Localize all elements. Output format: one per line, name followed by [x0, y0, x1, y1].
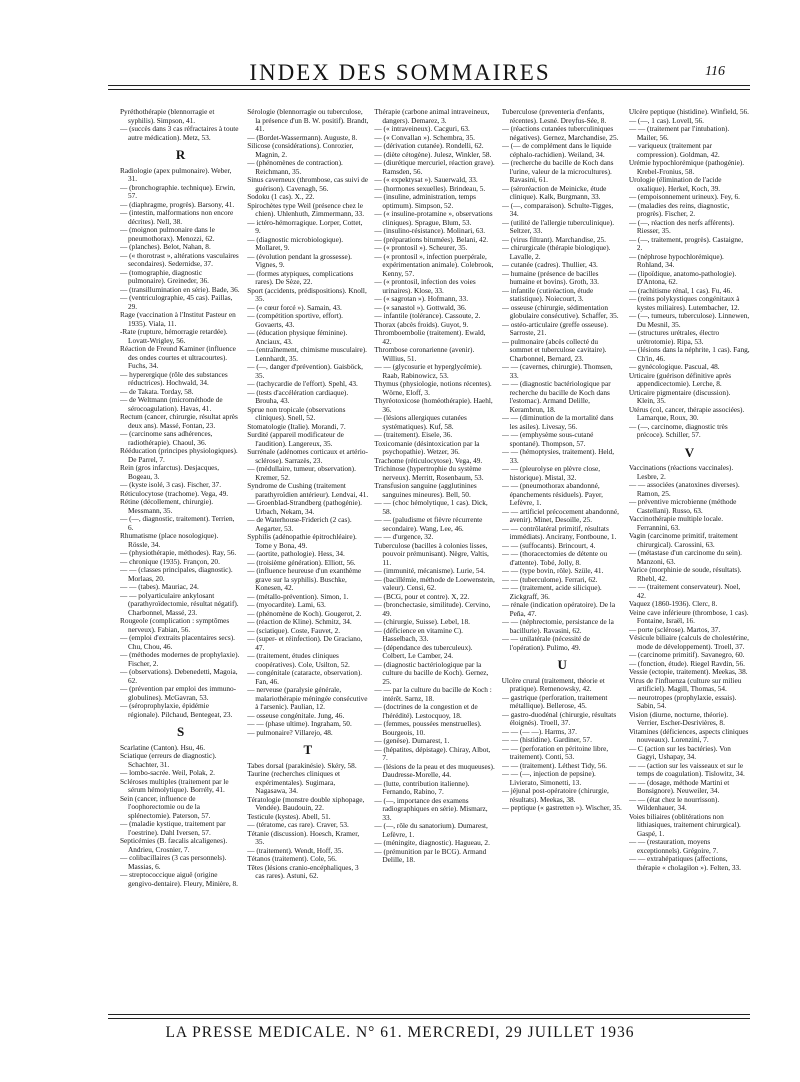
- index-entry: — (sciatique). Coste, Fauvet, 2.: [247, 625, 341, 635]
- index-entry: — (tératome, cas rare). Craver, 53.: [247, 820, 349, 829]
- index-entry: — (lésions dans la néphrite, 1 cas). Fang, Ch'in, 46.: [628, 345, 750, 363]
- index-entry: — — (—, injection de pepsine). Livierato, Simonetti, 13.: [501, 769, 596, 787]
- index-entry: Ulcère crural (traitement, théorie et pratique). Remenowsky, 42.: [501, 675, 605, 693]
- index-entry: -Rate (rupture, hémorragie retardée). Lovatt-Wrigley, 56.: [120, 327, 228, 345]
- index-entry: — — (diminution de la mortalité dans les asiles). Livesay, 56.: [501, 413, 614, 431]
- index-entry: — (virus filtrant). Marchandise, 25.: [501, 234, 606, 244]
- index-entry: — — (dosage, méthode Martini et Bonsignore). Neuweiler, 34.: [628, 777, 730, 795]
- index-entry: — (diagnostic microbiologique). Mollaret, 9.: [247, 234, 344, 252]
- index-entry: Sérologie (blennorragie ou tuberculose, la présence d'un B. W. positif). Brandt, 41.: [247, 108, 369, 133]
- index-entry: — (traitement). Wendt, Hoff, 35.: [247, 845, 344, 855]
- index-entry: — (réaction de Kline). Schmitz, 34.: [247, 617, 352, 626]
- index-column: [502, 108, 623, 1008]
- index-entry: Sodoku (1 cas). X., 22.: [247, 192, 315, 201]
- index-entry: Urticaire (guérison définitive après appendicectomie). Lerche, 8.: [628, 370, 732, 388]
- index-entry: — (diagnostic bactériologique par la culture du bacille de Koch). Gernez, 25.: [374, 659, 489, 686]
- index-entry: — — (néphrectomie, persistance de la bacillurie). Ravasini, 62.: [501, 617, 614, 635]
- index-entry: Urticaire pigmentaire (discussion). Klein, 35.: [628, 387, 731, 405]
- index-entry: — (troisième génération). Elliott, 56.: [247, 557, 356, 567]
- index-entry: Syphilis (adénopathie épitrochléaire). Tome y Bona, 49.: [247, 532, 357, 550]
- index-entry: — (BCG, pour et contre). X, 22.: [374, 591, 470, 601]
- index-entry: Rééducation (principes physiologiques). De Parrel, 7.: [120, 446, 238, 464]
- index-entry: — (transillumination en série). Bade, 36.: [120, 284, 240, 294]
- index-entry: Virus de l'influenza (culture sur milieu artificiel). Magill, Thomas, 54.: [628, 675, 742, 693]
- index-entry: Têtes (lésions cranio-encéphaliques, 3 cas rares). Astuni, 62.: [247, 862, 359, 880]
- index-entry: — (éducation physique féminine). Anciaux, 43.: [247, 328, 348, 346]
- index-entry: — — (glycosurie et hyperglycémie). Raab, Rabinowicz, 53.: [374, 362, 482, 380]
- index-entry: — (traitement, études cliniques coopératives). Cole, Usilton, 52.: [247, 651, 350, 669]
- index-entry: — osseuse congénitale. Jung, 46.: [247, 710, 345, 720]
- index-entry: — (lipoïdique, anatomo-pathologie). D'Antona, 62.: [628, 268, 737, 286]
- index-entry: — (immunité, mécanisme). Lurie, 54.: [374, 566, 486, 575]
- index-entry: — colibacillaires (3 cas personnels). Massias, 6.: [120, 853, 227, 871]
- index-entry: — (physiothérapie, méthodes). Ray, 56.: [120, 548, 237, 557]
- index-entry: — gynécologique. Pascual, 48.: [628, 362, 720, 371]
- index-entry: — infantile (tolérance). Cassoute, 2.: [374, 311, 481, 320]
- index-entry: — hyperergique (rôle des substances réductrices). Hochwald, 34.: [120, 369, 228, 387]
- index-entry: Tuberculose (bacilles à colonies lisses, pouvoir prémunisant). Nègre, Valtis, 11.: [374, 540, 489, 567]
- index-entry: — (séroréaction de Meinicke, étude clinique). Kalk, Burgmann, 33.: [501, 183, 607, 201]
- index-entry: — (bronchographie. technique). Erwin, 57.: [120, 182, 236, 200]
- index-entry: Taurine (recherches cliniques et expérimentales). Sugimara, Nagasawa, 34.: [247, 769, 341, 795]
- index-entry: — (myocardite). Lami, 63.: [247, 600, 326, 609]
- index-entry: Testicule (kystes). Abell, 51.: [247, 811, 331, 821]
- index-entry: Transfusion sanguine (agglutinines sanguines mineures). Bell, 50.: [374, 481, 477, 499]
- index-entry: — (diurétique mercuriel, réaction grave). Ramsden, 56.: [374, 158, 495, 176]
- index-entry: — rénale (indication opératoire). De la Peña, 47.: [501, 600, 616, 618]
- index-entry: Urologie (élimination de l'acide oxalique). Herkel, Koch, 39.: [628, 175, 722, 193]
- index-entry: — — par la culture du bacille de Koch : intérêt. Sarnz, 18.: [374, 685, 492, 703]
- index-entry: — — (action sur les vaisseaux et sur le temps de coagulation). Tislowitz, 34.: [628, 760, 745, 778]
- index-entry: — — contrôlatéral primitif, résultats immédiats). Ancirany, Fontboune, 1.: [501, 523, 617, 541]
- index-entry: — (insuline, administration, temps optimum). Simpson, 52.: [374, 192, 476, 210]
- index-entry: Spirochètes type Weil (présence chez le chien). Uhlenhuth, Zimmermann, 33.: [247, 200, 365, 218]
- index-entry: — (kyste isolé, 3 cas). Fischer, 37.: [120, 480, 222, 489]
- index-entry: — (—, réaction des nerfs afférents). Riesser, 35.: [628, 217, 735, 235]
- index-entry: — neurotropes (prophylaxie, essais). Sabin, 54.: [628, 692, 737, 710]
- index-entry: Veine cave inférieure (thrombose, 1 cas). Fontaine, Israël, 16.: [628, 607, 749, 625]
- index-entry: Utérus (col, cancer, thérapie associées). Lamarque, Roux, 30.: [628, 404, 745, 422]
- index-entry: — (évolution pendant la grossesse). Vignes, 9.: [247, 251, 352, 269]
- index-entry: Réticulocytose (trachome). Vega, 49.: [120, 488, 229, 498]
- index-entry: Vaccinothérapie multiple locale. Ferrannini, 63.: [628, 514, 724, 532]
- index-entry: Silicose (considérations). Conrozier, Magnin, 2.: [247, 141, 354, 159]
- index-entry: — (intestin, malformations non encore décrites). Nell, 38.: [120, 208, 234, 226]
- index-column: [374, 108, 495, 1008]
- index-entry: Vitamines (déficiences, aspects cliniques nouveaux). Lorenzini, 7.: [628, 726, 749, 744]
- index-entry: Voies biliaires (oblitérations non lithiasiques, traitement chirurgical). Gaspé, 1.: [628, 811, 741, 838]
- index-entry: — (hormones sexuelles). Brindeau, 5.: [374, 183, 486, 193]
- index-entry: — congénitale (cataracte, observation). Fan, 46.: [247, 668, 363, 686]
- index-entry: — (influence heureuse d'un exanthème grave sur la syphilis). Buschke, Konesen, 42.: [247, 566, 362, 592]
- index-entry: — — (traitement, acide silicique). Zickgraff, 36.: [501, 583, 602, 601]
- index-entry: — (traitement). Eisele, 36.: [374, 430, 453, 439]
- index-entry: Thyréotoxicose (homéothérapie). Haehl, 36.: [374, 396, 493, 414]
- footer-rule: [108, 1014, 750, 1015]
- index-entry: — préventive microbienne (méthode Castellani). Russo, 63.: [628, 497, 737, 515]
- index-entry: — (déficience en vitamine C). Hasselbach, 33.: [374, 625, 463, 643]
- index-entry: Scléroses multiples (traitement par le sérum hémolytique). Borrély, 41.: [120, 776, 229, 794]
- index-entry: — (« sanastol »). Gottwald, 36.: [374, 302, 467, 312]
- index-entry: — — unilatérale (nécessité de l'opération). Pulimo, 49.: [501, 634, 590, 652]
- index-entry: — — (emphysème sous-cutané spontané). Thompson, 57.: [501, 430, 594, 448]
- index-entry: — (—, rôle du sanatorium). Dumarest, Lefèvre, 1.: [374, 821, 488, 839]
- index-entry: — (néphrose hypochlorémique). Rohland, 34.: [628, 251, 724, 269]
- index-entry: — (lésions de la peau et des muqueuses). Daudresse-Morelle, 44.: [374, 761, 495, 779]
- index-entry: — (succès dans 3 cas réfractaires à toute autre médication). Metz, 53.: [120, 124, 239, 142]
- index-entry: — (chirurgie, Suisse). Lebel, 18.: [374, 617, 470, 626]
- index-entry: — (fonction, étude). Riegel Ravdin, 56.: [628, 658, 745, 668]
- index-entry: — — (restauration, moyens exceptionnels). Grégoire, 7.: [628, 837, 719, 855]
- index-entry: — (tomographie, diagnostic pulmonaire). Greineder, 36.: [120, 267, 209, 285]
- index-columns: [120, 108, 750, 1008]
- index-entry: — (bacillémie, méthode de Loewenstein, valeur). Censi, 62.: [374, 574, 495, 592]
- index-entry: — ictéro-hémorragique. Lorper, Cottet, 9.: [247, 217, 363, 235]
- index-entry: Thromboembolie (traitement). Ewald, 42.: [374, 328, 486, 346]
- index-entry: — — (cavernes, chirurgie). Thomsen, 33.: [501, 362, 613, 380]
- index-entry: — — (suffocants). Brincourt, 4.: [501, 540, 596, 550]
- index-entry: Scarlatine (Canton). Hsu, 46.: [120, 742, 206, 752]
- index-entry: Trichinose (hypertrophie du système nerveux). Merritt, Rosenbaum, 53.: [374, 464, 484, 482]
- index-entry: — (super- et réinfection). De Graciano, 47.: [247, 634, 363, 652]
- index-entry: — (« thorotrast », altérations vasculaires secondaires). Sedernidse, 37.: [120, 250, 239, 268]
- index-entry: — (méningite, diagnostic). Hagueau, 2.: [374, 838, 490, 847]
- index-column: [247, 108, 368, 1008]
- index-entry: Tétanos (traitement). Cole, 56.: [247, 854, 337, 863]
- index-entry: — — (histidine). Gardiner, 57.: [501, 735, 592, 744]
- index-entry: — (dépendance des tuberculeux). Colbert, Le Camber, 24.: [374, 642, 473, 660]
- index-entry: — — (pleurolyse en plèvre close, historique). Mistal, 32.: [501, 464, 601, 482]
- index-entry: — lombo-sacrée. Weil, Polak, 2.: [120, 768, 215, 777]
- index-entry: — (tests d'accélération cardiaque). Brouha, 43.: [247, 387, 349, 405]
- index-entry: Pyréthothérapie (blennorragie et syphilis). Simpson, 41.: [120, 108, 215, 125]
- index-entry: — — (traitement par l'intubation). Mailer, 56.: [628, 124, 730, 142]
- index-entry: Vaccinations (réactions vaccinales). Lesbre, 2.: [628, 463, 734, 481]
- index-entry: — gastrique (perforation, traitement métallique). Bellerose, 45.: [501, 692, 608, 710]
- journal-footer: LA PRESSE MEDICALE. N° 61. MERCREDI, 29 JUILLET 1936: [165, 1024, 635, 1041]
- index-entry: — (métallo-prévention). Simon, 1.: [247, 591, 349, 601]
- index-entry: — (recherche du bacille de Koch dans l'urine, valeur de la microcultures). Ravasini, 61.: [501, 158, 614, 184]
- section-letter: V: [684, 444, 695, 460]
- index-entry: — (— de complément dans le liquide céphalo-rachidien). Weiland, 34.: [501, 141, 612, 159]
- index-entry: Vésicule biliaire (calculs de cholestérine, mode de développement). Troell, 37.: [628, 633, 749, 651]
- index-entry: — (diaphragme, progrès). Barsony, 41.: [120, 199, 235, 209]
- index-entry: — — (— —). Harms, 37.: [501, 726, 578, 736]
- index-entry: Septicémies (B. fæcalis alcaligenes). Andrieu, Crosnier, 7.: [120, 836, 228, 854]
- index-entry: — — extrahépatiques (affections, thérapie « cholagilon »). Felten, 33.: [628, 854, 741, 872]
- index-entry: Tuberculose (preventeria d'enfants, récentes). Lesné. Dreyfus-Sée, 8.: [501, 108, 607, 125]
- index-entry: — — (choc hémolytique, 1 cas). Dick, 58.: [374, 498, 488, 516]
- index-entry: — variqueux (traitement par compression). Goldman, 42.: [628, 141, 720, 159]
- index-entry: — (structures urétrales, électro urétrotomie). Ripa, 53.: [628, 328, 720, 346]
- index-entry: — (méthodes modernes de prophylaxie). Fischer, 2.: [120, 650, 240, 668]
- index-entry: — de Takata. Torday, 58.: [120, 386, 194, 396]
- index-entry: — — (hémoptysies, traitement). Held, 33.: [501, 447, 615, 465]
- index-entry: Trachome (réticulocytose). Vega, 49.: [374, 455, 483, 465]
- index-entry: — pulmonaire (abcès collecté du sommet et tuberculose cavitaire). Charbonnel, Bernard, 23.: [501, 336, 607, 363]
- index-entry: Rage (vaccination à l'Institut Pasteur en 1935). Viala, 11.: [120, 310, 236, 328]
- index-entry: — (genèse). Dumarest, 1.: [374, 736, 450, 745]
- index-entry: — chronique (1935). Françon, 20.: [120, 556, 220, 566]
- index-entry: Tétanie (discussion). Hoesch, Kramer, 35.: [247, 828, 360, 846]
- index-entry: — — (classes principales, diagnostic). Morlaas, 20.: [120, 565, 233, 583]
- index-entry: — (carcinome primitif). Savanegro, 60.: [628, 650, 745, 659]
- index-entry: — (compétition sportive, effort). Govaerts, 43.: [247, 311, 343, 329]
- index-entry: — (reins polykystiques congénitaux à kystes miliaires). Lutembacher, 12.: [628, 294, 740, 312]
- index-entry: — (hépatites, dépistage). Chiray, Albot, 7.: [374, 744, 491, 762]
- index-entry: — (—, importance des examens radiographiques en série). Mismarz, 33.: [374, 795, 488, 822]
- index-entry: Vaquez (1860-1936). Clerc, 8.: [628, 599, 718, 608]
- section-letter: S: [176, 724, 185, 739]
- index-entry: — (« prontosil »). Scheurer, 35.: [374, 243, 468, 252]
- index-entry: — — (type bovin, rôle). Szüle, 41.: [501, 566, 604, 575]
- index-entry: — (lutte, contribution italienne). Fernando, Rabino, 7.: [374, 778, 470, 796]
- index-entry: — (bronchectasie, similitude). Cervino, 49.: [374, 600, 491, 618]
- index-entry: Varice (morphinie de soude, résultats). Rhebl, 42.: [628, 565, 742, 583]
- index-entry: Stomatologie (Italie). Morandi, 7.: [247, 421, 346, 431]
- index-entry: — (séroprophylaxie, épidémie régionale). Pilchaud, Bentegeat, 23.: [120, 701, 233, 719]
- index-entry: Radiologie (apex pulmonaire). Weber, 31.: [120, 165, 232, 183]
- index-entry: — (moignon pulmonaire dans le pneumothorax). Menozzi, 62.: [120, 225, 215, 243]
- index-entry: Sciatique (erreurs de diagnostic). Schachter, 31.: [120, 751, 217, 769]
- index-entry: — (emploi d'extraits placentaires secs). Chu, Chou, 46.: [120, 633, 235, 651]
- index-column: [120, 108, 241, 1008]
- index-entry: — — (traitement). Léthest Tidy, 56.: [501, 760, 607, 770]
- index-entry: — (rachitisme rénal, 1 cas). Fu, 46.: [628, 285, 733, 295]
- index-entry: — (observations). Debenedetti, Magoia, 62.: [120, 667, 238, 685]
- index-entry: — (—, traitement, progrès). Castaigne, 2.: [628, 234, 744, 252]
- index-entry: — (entraînement, chimisme musculaire). Lennhardt, 35.: [247, 345, 367, 363]
- index-entry: — (—, carcinome, diagnostic très précoce). Schiller, 57.: [628, 421, 728, 439]
- index-entry: — cutanée (cadres). Thullier, 43.: [501, 260, 598, 269]
- index-entry: — (prévention par emploi des immuno-globulines). McGavran, 53.: [120, 684, 237, 702]
- index-entry: — (« intraveineux). Cacguri, 63.: [374, 124, 470, 133]
- index-entry: — (phénomènes de contraction). Reichmann, 35.: [247, 158, 343, 176]
- index-entry: — (—, tumeurs, tuberculose). Linnewen, Du Mesnil, 35.: [628, 311, 750, 329]
- index-entry: Sein (cancer, influence de l'oophorectomie ou de la splénectomie). Paterson, 57.: [120, 793, 211, 820]
- index-entry: — (« Convallan »). Schembra, 35.: [374, 132, 475, 142]
- index-entry: — — (état chez le nourrisson). Wildenhauer, 34.: [628, 794, 720, 812]
- index-entry: — — (perforation en péritoine libre, traitement). Conti, 53.: [501, 743, 609, 761]
- index-entry: Thrombose coronarienne (avenir). Willius, 51.: [374, 345, 475, 363]
- index-entry: Thymus (physiologie, notions récentes). Wörne, Eloff, 3.: [374, 379, 492, 397]
- section-letter: T: [303, 742, 313, 757]
- index-entry: — ostéo-articulaire (greffe osseuse). Sarroste, 21.: [501, 319, 609, 337]
- index-entry: — (planches). Belot, Nahan, 8.: [120, 242, 211, 251]
- index-entry: — (—, danger d'prévention). Gaisböck, 35.: [247, 362, 364, 380]
- index-entry: — (—, diagnostic, traitement). Terrien, 6.: [120, 514, 235, 532]
- index-entry: — (maladies des reins, diagnostic, progrès). Fischer, 2.: [628, 200, 730, 218]
- index-entry: Rectum (cancer, chirurgie, résultat après deux ans). Massé, Fontan, 23.: [120, 412, 238, 430]
- index-entry: — (prémunition par le BCG). Armand Delille, 18.: [374, 846, 487, 864]
- index-entry: — (médullaire, tumeur, observation). Kremer, 52.: [247, 464, 356, 482]
- index-entry: — de Weltmann (microméthode de sérocoagulation). Havas, 41.: [120, 395, 223, 413]
- index-entry: — C (action sur les bactéries). Von Gagyi, Ushapay, 34.: [628, 743, 731, 761]
- index-entry: — peptique (« gastretten »). Wischer, 35.: [501, 803, 622, 812]
- index-entry: Syndrome de Cushing (traitement parathyroïdien antérieur). Lendvai, 41.: [247, 481, 369, 499]
- index-entry: Toxicomanie (désintoxication par la psychopathie). Wetzer, 36.: [374, 438, 480, 456]
- index-entry: — (insulino-résistance). Molinari, 63.: [374, 226, 486, 235]
- index-entry: — pulmonaire? Villarejo, 48.: [247, 727, 333, 737]
- index-entry: Vision (diurne, nocturne, théorie). Verrier, Escher-Desrivières, 8.: [628, 709, 729, 727]
- index-entry: — streptococcique aiguë (origine gengivo-dentaire). Fleury, Minière, 8.: [120, 870, 238, 888]
- index-entry: Thérapie (carbone animal intraveineux, dangers). Demarez, 3.: [374, 108, 490, 125]
- index-entry: — gastro-duodénal (chirurgie, résultats éloignés). Troell, 37.: [501, 709, 617, 727]
- index-entry: — — (pneumothorax abandonné, épanchements résiduels). Payer, Lefèvre, 1.: [501, 481, 603, 507]
- index-entry: — — d'urgence, 32.: [374, 532, 434, 541]
- index-entry: — de Waterhouse-Friderich (2 cas). Aegarter, 53.: [247, 515, 352, 533]
- index-entry: Sinus caverneux (thrombose, cas suivi de guérison). Cavenagh, 56.: [247, 175, 368, 193]
- index-entry: — — (thoracectomies de détente ou d'attente). Tobé, Jolly, 8.: [501, 549, 608, 567]
- index-entry: — (ventriculographie, 45 cas). Paillas, 29.: [120, 293, 233, 311]
- index-entry: Rétine (décollement, chirurgie). Messmann, 35.: [120, 497, 214, 515]
- index-entry: — (« prontosil, infection des voies urinaires). Klose, 33.: [374, 277, 476, 295]
- index-entry: — — (tabes). Mauriac, 24.: [120, 582, 199, 591]
- index-entry: — nerveuse (paralysie générale, malariothérapie méningée consécutive à l'arsenic). Paulian, 12.: [247, 685, 368, 711]
- index-entry: — chirurgicale (thérapie biologique). Lavalle, 2.: [501, 243, 611, 261]
- index-entry: — (Bordet-Wassermann). Auguste, 8.: [247, 132, 358, 142]
- index-entry: — (formes atypiques, complications rares). De Sèze, 22.: [247, 268, 354, 286]
- index-entry: — osseuse (chirurgie, sédimentation globulaire consécutive). Schaffer, 35.: [501, 302, 619, 320]
- index-entry: — (dérivation cutanée). Rondelli, 62.: [374, 141, 484, 150]
- index-entry: — (tachycardie de l'effort). Spehl, 43.: [247, 379, 358, 388]
- index-entry: — infantile (cutiréaction, étude statistique). Noiecourt, 3.: [501, 285, 594, 303]
- page-number: 116: [705, 64, 725, 79]
- index-entry: — (carcinome sans adhérences, radiothérapie). Chaoul, 36.: [120, 429, 213, 447]
- index-entry: — — associées (anatoxines diverses). Ramon, 25.: [628, 480, 740, 498]
- index-entry: — (préparations bitumées). Belani, 42.: [374, 234, 489, 244]
- index-entry: — — (diagnostic bactériologique par recherche du bacille de Koch dans l'estomac). Armand Delille, Kerambrun, 18.: [501, 379, 611, 414]
- header-rule-thin: [108, 89, 750, 90]
- index-entry: — — polyarticulaire ankylosant (parathyroïdectomie, résultat négatif). Charbonnel, Massé, 23.: [120, 590, 239, 617]
- index-entry: — (aortite, pathologie). Hess, 34.: [247, 549, 345, 558]
- index-entry: Ulcère peptique (histidine). Winfield, 56.: [628, 108, 749, 116]
- index-entry: — (« prontosil », infection puerpérale, expérimentation animale). Colebrook, Kenny, 57.: [374, 251, 494, 278]
- index-entry: — (empoisonnement urineux). Fey, 6.: [628, 192, 741, 201]
- footer-rule-thin: [108, 1018, 750, 1019]
- index-entry: — (utilité de l'allergie tuberculinique). Seltzer, 33.: [501, 217, 615, 235]
- index-entry: Rhumatisme (place nosologique). Rössle, 34.: [120, 531, 219, 549]
- index-entry: — — (traitement conservateur). Noel, 42.: [628, 582, 741, 600]
- index-entry: — (—, 1 cas). Lovell, 56.: [628, 115, 704, 125]
- index-entry: — (femmes, poussées menstruelles). Bourgeois, 10.: [374, 719, 482, 737]
- index-entry: — — (paludisme et fièvre récurrente secondaire). Wang, Lee, 46.: [374, 515, 483, 533]
- index-entry: Réaction de Freund Kaminer (influence des ondes courtes et ultracourtes). Fuchs, 34.: [120, 344, 236, 370]
- index-entry: Rein (gros infarctus). Desjacques, Bogeau, 3.: [120, 463, 220, 481]
- index-entry: — (lésions allergiques cutanées systématiques). Kuf, 58.: [374, 413, 467, 431]
- index-entry: Surrénale (adénomes corticaux et artério-sclérose). Sarrazès, 23.: [247, 447, 368, 465]
- index-entry: — Groenblad-Strandberg (pathogénie). Urbach, Nekam, 34.: [247, 498, 362, 516]
- index-entry: — — (phase ultime). Ingraham, 50.: [247, 719, 352, 728]
- index-column: [629, 108, 750, 1008]
- index-entry: — (—, comparaison). Schulte-Tigges, 34.: [501, 200, 614, 218]
- index-entry: Thorax (abcès froids). Guyot, 9.: [374, 319, 469, 329]
- index-entry: — (maladie kystique, traitement par l'oestrine). Dahl Iversen, 57.: [120, 819, 226, 837]
- index-entry: — (phénomène de Koch). Gougerot, 2.: [247, 608, 362, 618]
- index-entry: Sprue non tropicale (observations cliniques). Snell, 52.: [247, 404, 346, 422]
- index-entry: — (« insuline-protamine », observations cliniques). Sprague, Blum, 53.: [374, 209, 493, 227]
- index-entry: — (doctrines de la congestion et de l'hérédité). Lestocquoy, 18.: [374, 702, 478, 720]
- index-entry: — (« cœur forcé »). Samain, 43.: [247, 302, 342, 312]
- index-entry: — (métastase d'un carcinome du sein). Manzoni, 63.: [628, 548, 742, 566]
- index-entry: — (« expektysat »). Sauerwald, 33.: [374, 175, 478, 184]
- index-entry: — (diète cétogène). Julesz, Winkler, 58.: [374, 149, 492, 159]
- section-letter: R: [175, 147, 186, 162]
- index-entry: — jéjunal post-opératoire (chirurgie, résultats). Meekas, 38.: [501, 786, 609, 804]
- header-rule: [108, 85, 750, 86]
- page-title: INDEX DES SOMMAIRES: [249, 60, 551, 85]
- section-letter: U: [557, 657, 567, 672]
- index-entry: Rougeole (complication : symptômes nerveux). Fabian, 56.: [120, 616, 230, 634]
- index-entry: — porte (sclérose). Martos, 37.: [628, 624, 721, 634]
- index-entry: — humaine (présence de bacilles humaine et bovins). Groth, 33.: [501, 268, 599, 286]
- index-entry: Tératologie (monstre double xiphopage, Vendée). Baudouin, 22.: [247, 794, 365, 812]
- index-entry: — (« sagrotan »). Hofmann, 33.: [374, 294, 469, 303]
- index-entry: — — (tuberculome). Ferrari, 62.: [501, 574, 598, 584]
- index-entry: Tabes dorsal (parakinésie). Skéry, 58.: [247, 760, 357, 770]
- index-entry: Vessie (ectopie, traitement). Meekas, 38.: [628, 667, 748, 676]
- index-entry: — (réactions cutanées tuberculiniques négatives). Gernez, Marchandise, 25.: [501, 124, 619, 142]
- index-entry: Urémie hypochlorémique (pathogénie). Krebel-Fronius, 58.: [628, 158, 745, 176]
- index-entry: Sport (accidents, prédispositions). Knoll, 35.: [247, 285, 367, 303]
- index-entry: — — artificiel précocement abandonné, avenir). Minet, Desoille, 25.: [501, 506, 619, 524]
- index-entry: Surdité (appareil modificateur de l'audition). Langereux, 35.: [247, 430, 344, 448]
- index-entry: Vagin (carcinome primitif, traitement chirurgical). Carossini, 63.: [628, 531, 738, 549]
